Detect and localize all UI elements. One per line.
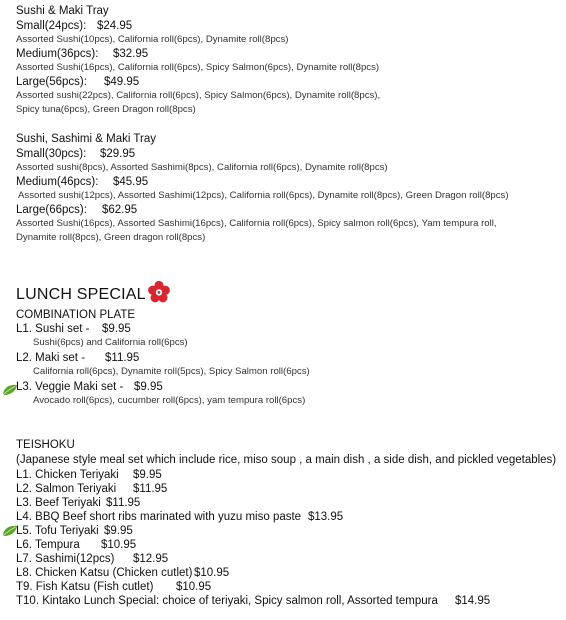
menu-item-row bbox=[16, 524, 556, 538]
menu-item-price: $10.95 bbox=[194, 567, 230, 579]
menu-item-price: $9.95 bbox=[104, 525, 133, 537]
menu-item-price: $9.95 bbox=[134, 381, 163, 393]
menu-item-price: $11.95 bbox=[105, 352, 140, 364]
menu-item-name: L5. Tofu Teriyaki bbox=[16, 525, 99, 537]
menu-item-row bbox=[16, 482, 556, 496]
menu-item-name: T9. Fish Katsu (Fish cutlet) bbox=[16, 581, 154, 593]
menu-item-row bbox=[16, 351, 556, 365]
lunch-special-title: LUNCH SPECIAL bbox=[16, 286, 146, 303]
size-description: Assorted sushi(8pcs), Assorted Sashimi(8pcs), California roll(6pcs), Dynamite roll(8pcs) bbox=[16, 162, 388, 173]
size-description: Assorted sushi(12pcs), Assorted Sashimi(12pcs), California roll(6pcs), Dynamite roll(8pcs), Green Dragon roll(8pcs) bbox=[18, 190, 509, 201]
size-description: Spicy tuna(6pcs), Green Dragon roll(8pcs) bbox=[16, 104, 196, 115]
size-label: Medium(46pcs): bbox=[16, 176, 99, 188]
menu-item-row bbox=[16, 322, 556, 336]
menu-item-row bbox=[16, 468, 556, 482]
menu-item-price: $9.95 bbox=[102, 323, 131, 335]
sushi-sashimi-maki-tray-section bbox=[16, 132, 556, 245]
menu-item-description: California roll(6pcs), Dynamite roll(5pcs), Spicy Salmon roll(6pcs) bbox=[33, 366, 310, 377]
menu-item-row bbox=[16, 380, 556, 394]
lunch-special-heading bbox=[16, 280, 556, 304]
combination-title: COMBINATION PLATE bbox=[16, 309, 136, 321]
menu-item-price: $10.95 bbox=[176, 581, 212, 593]
menu-item-row bbox=[16, 580, 556, 594]
menu-item-price: $14.95 bbox=[455, 595, 491, 607]
size-label: Small(24pcs): bbox=[16, 20, 87, 32]
menu-item-name: L4. BBQ Beef short ribs marinated with yuzu miso paste bbox=[16, 511, 302, 523]
size-price: $24.95 bbox=[97, 20, 133, 32]
size-price: $45.95 bbox=[113, 176, 149, 188]
menu-item-name: T10. Kintako Lunch Special: choice of teriyaki, Spicy salmon roll, Assorted tempura bbox=[16, 595, 438, 607]
menu-item-name: L1. Chicken Teriyaki bbox=[16, 469, 119, 481]
menu-item-name: L7. Sashimi(12pcs) bbox=[16, 553, 115, 565]
menu-item-price: $10.95 bbox=[101, 539, 137, 551]
teishoku-title: TEISHOKU bbox=[16, 439, 75, 451]
menu-item-price: $13.95 bbox=[308, 511, 344, 523]
teishoku-section bbox=[16, 438, 556, 608]
size-description: Assorted Sushi(16pcs), Assorted Sashimi(16pcs), California roll(6pcs), Spicy salmon roll(6pcs), Yam tempura roll, bbox=[16, 218, 497, 229]
size-description: Dynamite roll(8pcs), Green dragon roll(8pcs) bbox=[16, 232, 206, 243]
menu-item-row bbox=[16, 552, 556, 566]
size-price: $29.95 bbox=[100, 148, 136, 160]
size-description: Assorted Sushi(16pcs), California roll(6pcs), Spicy Salmon(6pcs), Dynamite roll(8pcs) bbox=[16, 62, 380, 73]
menu-item-price: $11.95 bbox=[106, 497, 141, 509]
menu-item-price: $9.95 bbox=[133, 469, 162, 481]
size-description: Assorted sushi(22pcs), California roll(6pcs), Spicy Salmon(6pcs), Dynamite roll(8pcs), bbox=[16, 90, 381, 101]
size-price: $49.95 bbox=[104, 76, 140, 88]
section-title: Sushi & Maki Tray bbox=[16, 5, 109, 17]
size-description: Assorted Sushi(10pcs), California roll(6pcs), Dynamite roll(8pcs) bbox=[16, 34, 289, 45]
menu-item-row bbox=[16, 496, 556, 510]
size-label: Small(30pcs): bbox=[16, 148, 87, 160]
menu-item-name: L3. Beef Teriyaki bbox=[16, 497, 101, 509]
menu-item-name: L6. Tempura bbox=[16, 539, 80, 551]
menu-item-name: L2. Salmon Teriyaki bbox=[16, 483, 117, 495]
flower-icon bbox=[147, 280, 171, 304]
menu-item-description: Avocado roll(6pcs), cucumber roll(6pcs), yam tempura roll(6pcs) bbox=[33, 395, 306, 406]
size-row bbox=[16, 203, 556, 217]
sushi-maki-tray-section bbox=[16, 4, 556, 117]
menu-item-name: L1. Sushi set - bbox=[16, 323, 90, 335]
size-label: Large(66pcs): bbox=[16, 204, 87, 216]
menu-item-row bbox=[16, 538, 556, 552]
leaf-icon bbox=[2, 384, 18, 396]
size-price: $32.95 bbox=[113, 48, 149, 60]
size-label: Medium(36pcs): bbox=[16, 48, 99, 60]
menu-item-name: L2. Maki set - bbox=[16, 352, 86, 364]
menu-item-row bbox=[16, 566, 556, 580]
menu-item-row bbox=[16, 510, 556, 524]
menu-item-price: $12.95 bbox=[133, 553, 169, 565]
size-price: $62.95 bbox=[102, 204, 138, 216]
size-row bbox=[16, 47, 556, 61]
teishoku-subtitle: (Japanese style meal set which include rice, miso soup , a main dish , a side dish, and pickled vegetables) bbox=[16, 454, 557, 466]
size-row bbox=[16, 75, 556, 89]
size-label: Large(56pcs): bbox=[16, 76, 87, 88]
menu-item-price: $11.95 bbox=[133, 483, 168, 495]
size-row bbox=[16, 19, 556, 33]
section-title: Sushi, Sashimi & Maki Tray bbox=[16, 133, 156, 145]
lunch-special-section bbox=[16, 280, 556, 408]
menu-item-name: L3. Veggie Maki set - bbox=[16, 381, 124, 393]
leaf-icon bbox=[2, 525, 18, 537]
menu-item-name: L8. Chicken Katsu (Chicken cutlet) bbox=[16, 567, 193, 579]
size-row bbox=[16, 175, 556, 189]
menu-item-description: Sushi(6pcs) and California roll(6pcs) bbox=[33, 337, 188, 348]
menu-item-row bbox=[16, 594, 556, 608]
size-row bbox=[16, 147, 556, 161]
